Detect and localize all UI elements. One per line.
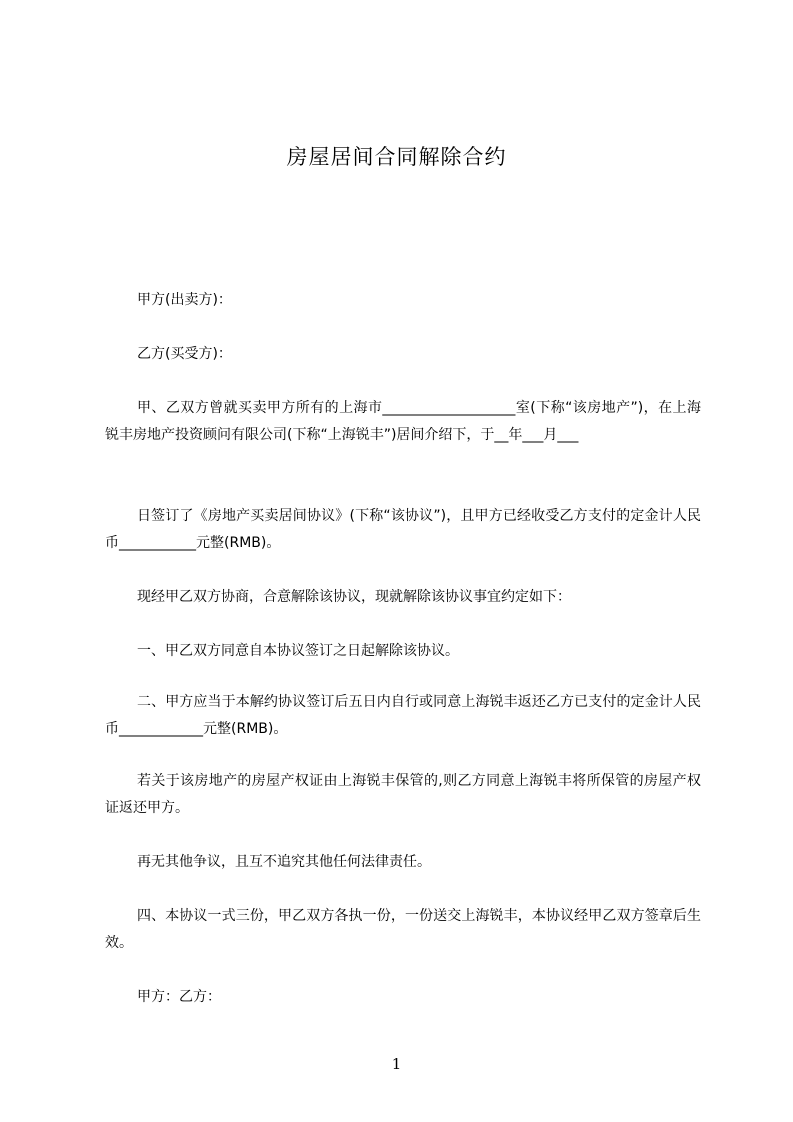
no-dispute-paragraph: 再无其他争议，且互不追究其他任何法律责任。 xyxy=(137,854,431,870)
page-number: 1 xyxy=(391,1055,402,1073)
clause-four: 四、本协议一式三份，甲乙双方各执一份，一份送交上海锐丰，本协议经甲乙双方签章后生效。 xyxy=(105,908,701,951)
deposit-paragraph: 日签订了《房地产买卖居间协议》(下称“该协议”)，且甲方已经收受乙方支付的定金计人民币___________元整(RMB)。 xyxy=(105,508,701,551)
background-paragraph: 甲、乙双方曾就买卖甲方所有的上海市___________________室(下称“该房地产”)，在上海锐丰房地产投资顾问有限公司(下称“上海锐丰”)居间介绍下，于__年___月___ xyxy=(105,400,701,443)
property-certificate-paragraph: 若关于该房地产的房屋产权证由上海锐丰保管的,则乙方同意上海锐丰将所保管的房屋产权证返还甲方。 xyxy=(105,773,701,816)
clause-two: 二、甲方应当于本解约协议签订后五日内自行或同意上海锐丰返还乙方已支付的定金计人民币____________元整(RMB)。 xyxy=(105,694,701,737)
clause-one: 一、甲乙双方同意自本协议签订之日起解除该协议。 xyxy=(137,643,459,659)
party-b-buyer-line: 乙方(买受方)： xyxy=(137,346,232,362)
document-title: 房屋居间合同解除合约 xyxy=(286,145,507,169)
agreement-intro-paragraph: 现经甲乙双方协商，合意解除该协议，现就解除该协议事宜约定如下： xyxy=(137,589,571,605)
signature-line: 甲方：乙方： xyxy=(137,989,221,1005)
party-a-seller-line: 甲方(出卖方)： xyxy=(137,292,232,308)
